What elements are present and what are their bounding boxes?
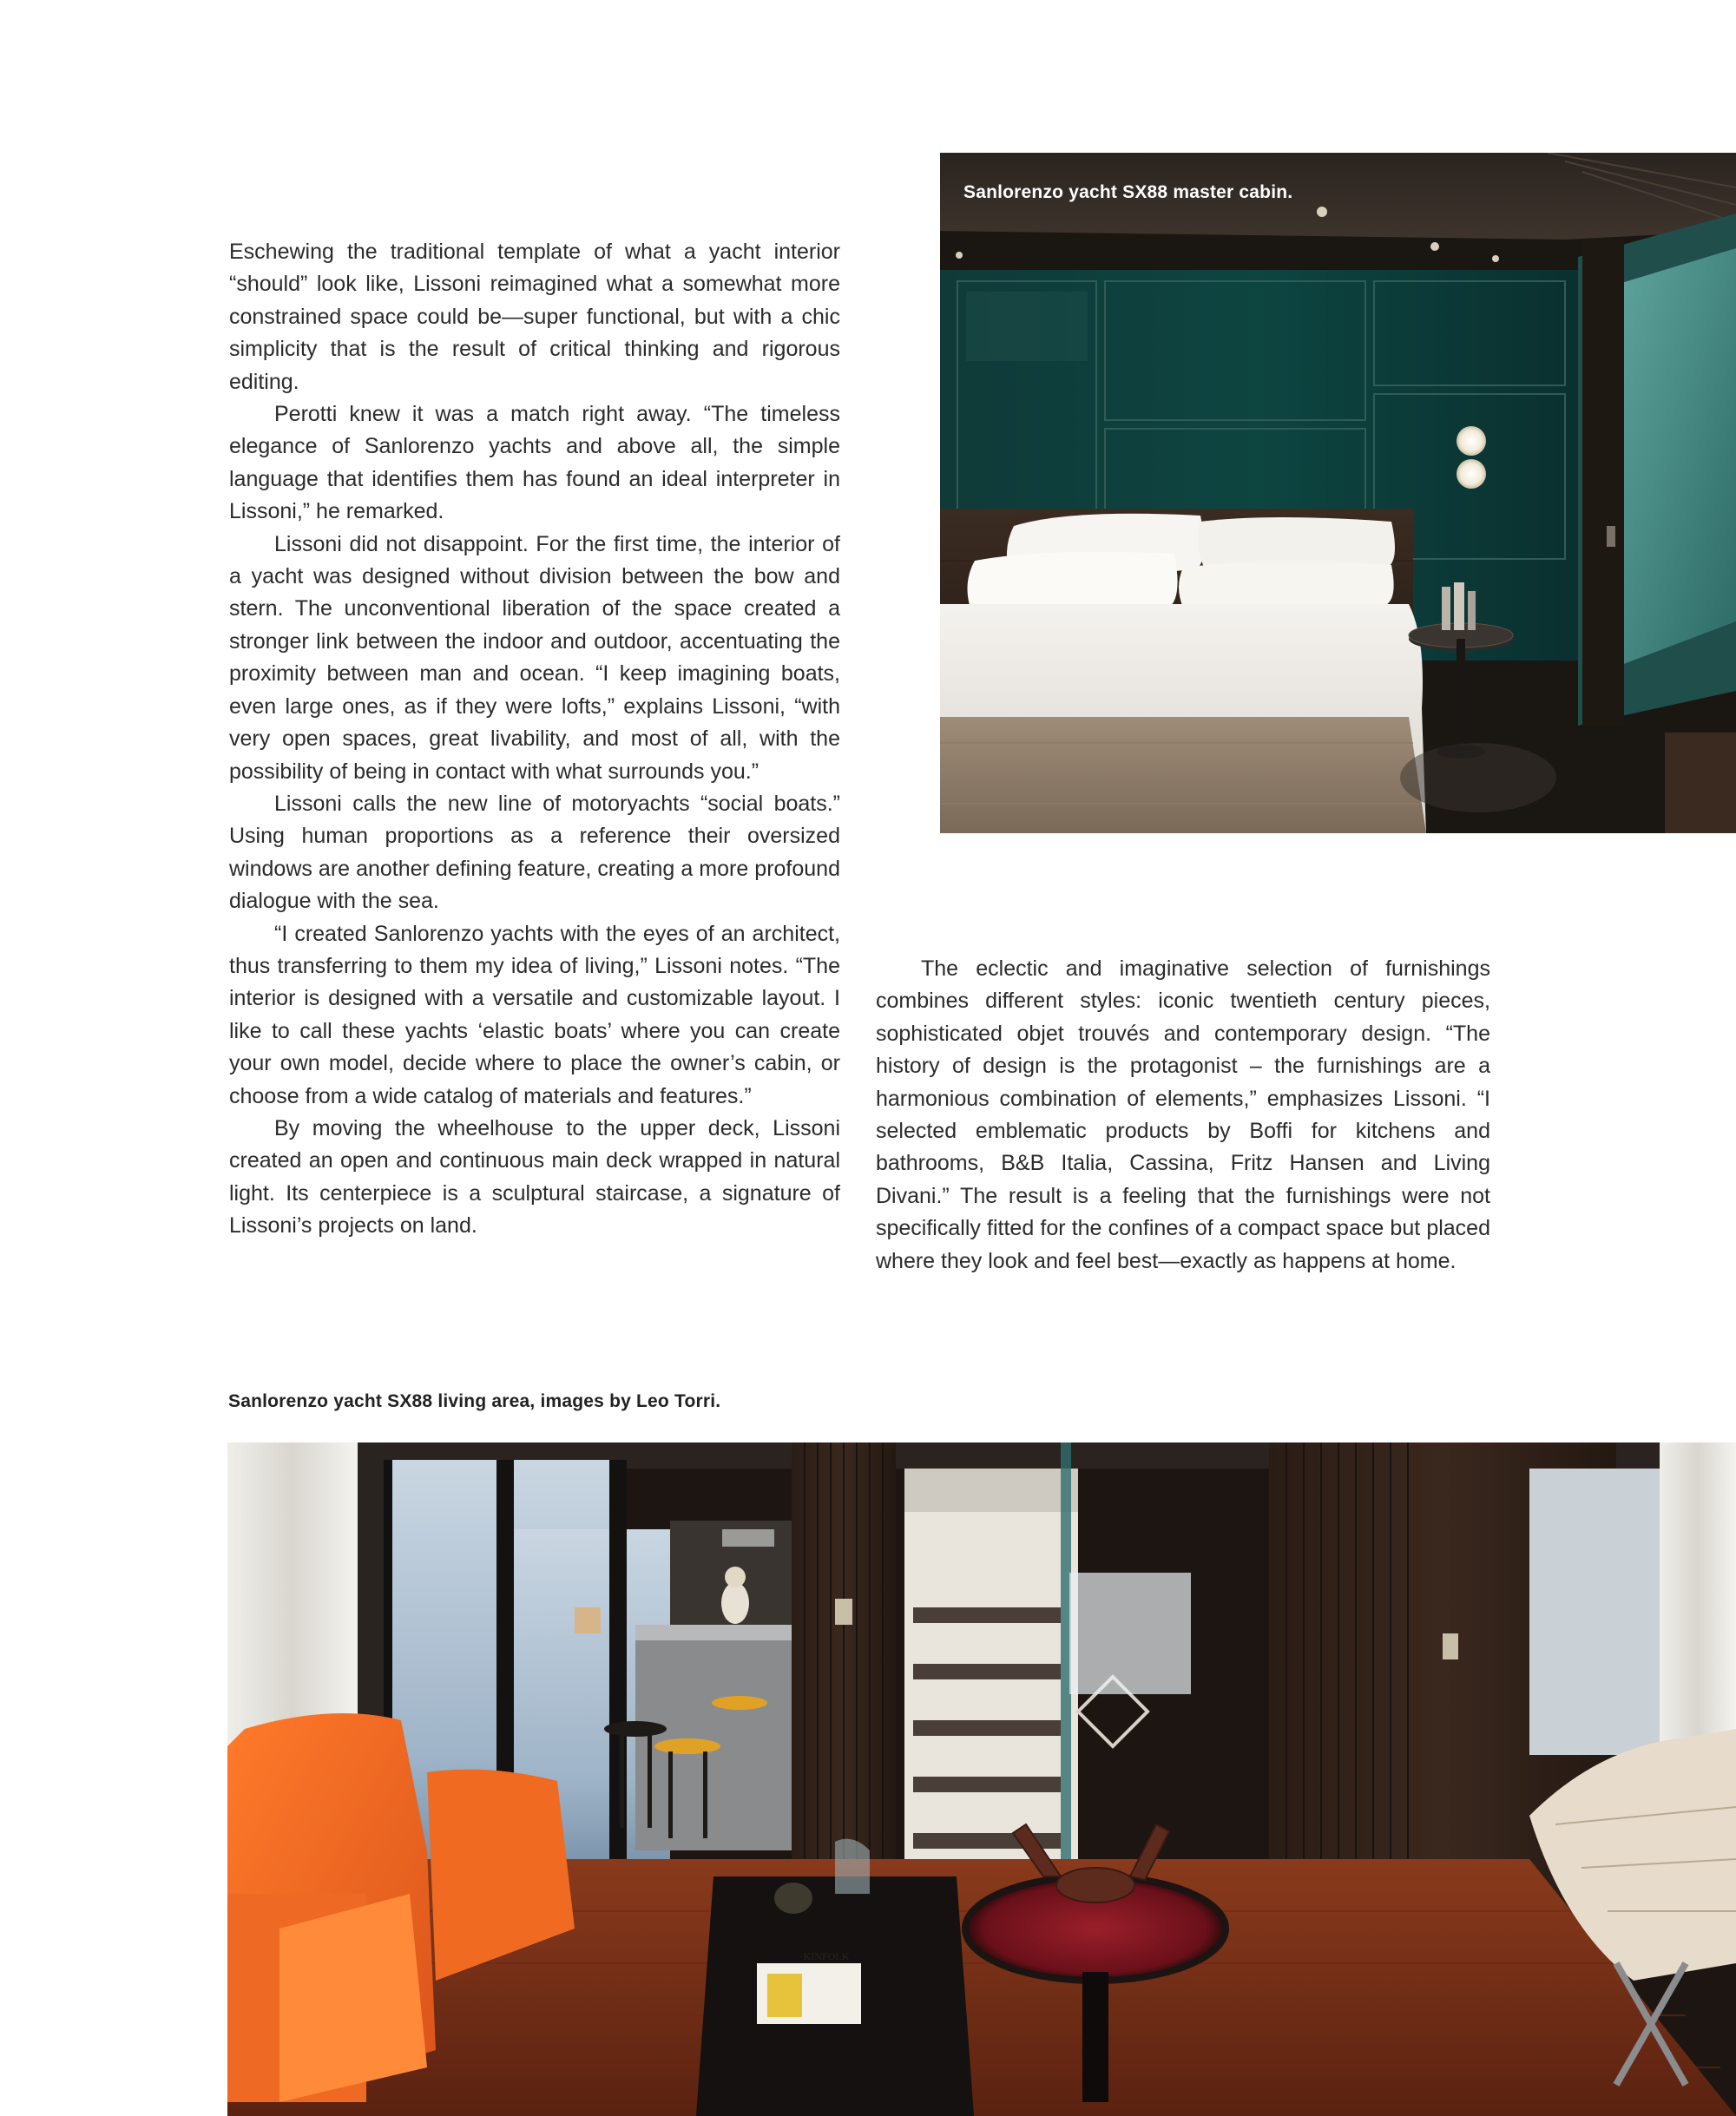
paragraph: The eclectic and imaginative selection of furnishings combines different styles: iconic twentieth century pieces, sophisticated objet trouvés and contemporary design. “The history of design is the protagonist – the furnishings are a harmonious combination of elements,” emphasizes Lissoni. “I selected emblematic products by Boffi for kitchens and bathrooms, B&B Italia, Cassina, Fritz Hansen and Living Divani.” The result is a feeling that the furnishings were not specifically fitted for the confines of a compact space but placed where they look and feel best—exactly as happens at home.	[876, 956, 1490, 1273]
master-cabin-photo	[940, 153, 1736, 833]
paragraph: Lissoni calls the new line of motoryachts “social boats.” Using human proportions as a reference their oversized windows are another defining feature, creating a more profound dialogue with the sea.	[229, 791, 840, 914]
paragraph: Lissoni did not disappoint. For the first time, the interior of a yacht was designed without division between the bow and stern. The unconventional liberation of the space created a stronger link between the indoor and outdoor, accentuating the proximity between man and ocean. “I keep imagining boats, even large ones, as if they were lofts,” explains Lissoni, “with very open spaces, great livability, and most of all, with the possibility of being in contact with what surrounds you.”	[229, 531, 840, 784]
paragraph: By moving the wheelhouse to the upper deck, Lissoni created an open and continuous main deck wrapped in natural light. Its centerpiece is a sculptural staircase, a signature of Lissoni’s projects on land.	[229, 1115, 840, 1239]
paragraph: Perotti knew it was a match right away. “The timeless elegance of Sanlorenzo yachts and above all, the simple language that identifies them has found an ideal interpreter in Lissoni,” he remarked.	[229, 402, 840, 524]
article-column-left	[229, 236, 840, 1243]
photo-caption: Sanlorenzo yacht SX88 master cabin.	[963, 182, 1293, 202]
article-column-right	[876, 953, 1490, 1278]
paragraph: Eschewing the traditional template of what a yacht interior “should” look like, Lissoni reimagined what a somewhat more constrained space could be—super functional, but with a chic simplicity that is the result of critical thinking and rigorous editing.	[229, 240, 840, 394]
living-area-photo	[227, 1442, 1736, 2116]
magazine-title: KINFOLK	[803, 1950, 850, 1962]
photo-caption: Sanlorenzo yacht SX88 living area, images by Leo Torri.	[228, 1391, 721, 1411]
paragraph: “I created Sanlorenzo yachts with the eyes of an architect, thus transferring to them my idea of living,” Lissoni notes. “The interior is designed with a versatile and customizable layout. I like to call these yachts ‘elastic boats’ where you can create your own model, decide where to place the owner’s cabin, or choose from a wide catalog of materials and features.”	[229, 921, 840, 1108]
master-cabin-illustration	[940, 153, 1736, 833]
living-area-illustration	[227, 1442, 1736, 2116]
